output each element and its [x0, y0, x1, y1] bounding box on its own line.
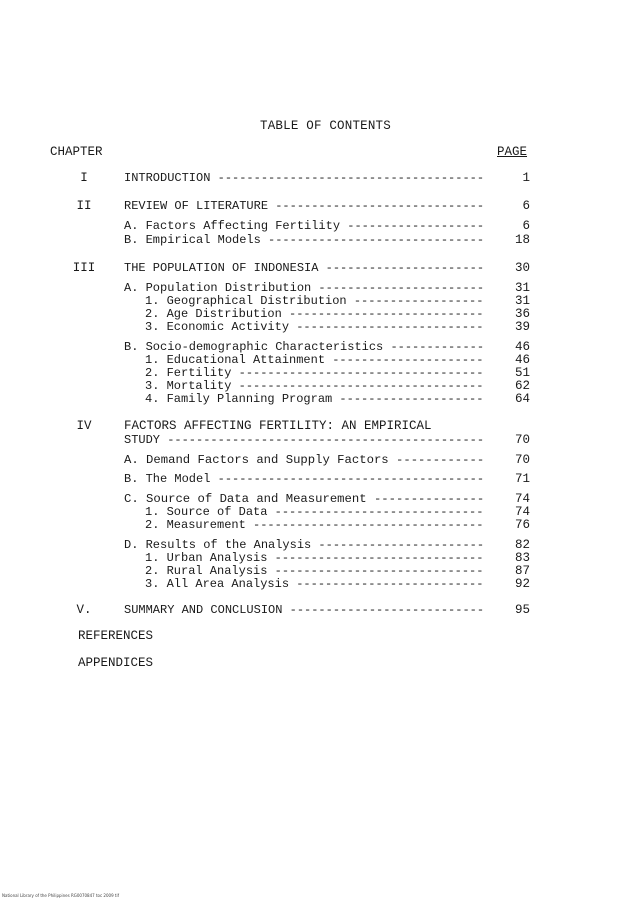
toc-entry-page: 87 [514, 564, 530, 578]
toc-entry [0, 433, 621, 447]
toc-entry-page: 71 [514, 472, 530, 486]
chapter-number: IV [76, 419, 92, 433]
toc-entry-label: 1. Source of Data ----------------------------- [145, 505, 484, 519]
toc-entry [0, 320, 621, 334]
toc-entry-page: 62 [514, 379, 530, 393]
toc-entry [0, 453, 621, 467]
page-title: TABLE OF CONTENTS [260, 119, 391, 133]
toc-entry-label: C. Source of Data and Measurement --------------- [124, 492, 485, 506]
toc-entry [0, 307, 621, 321]
toc-entry [0, 492, 621, 506]
toc-entry-page: 18 [514, 233, 530, 247]
toc-entry-label: 3. Mortality ---------------------------------- [145, 379, 484, 393]
toc-entry-page: 74 [514, 492, 530, 506]
toc-entry-label: SUMMARY AND CONCLUSION --------------------------- [124, 603, 485, 617]
toc-entry-label: D. Results of the Analysis ----------------------- [124, 538, 485, 552]
toc-entry-page: 82 [514, 538, 530, 552]
toc-entry-page: 70 [514, 453, 530, 467]
chapter-number: III [72, 261, 96, 275]
toc-entry [0, 603, 621, 617]
toc-entry-page: 46 [514, 353, 530, 367]
toc-entry-page: 76 [514, 518, 530, 532]
toc-entry-page: 74 [514, 505, 530, 519]
toc-entry-page: 46 [514, 340, 530, 354]
toc-entry-page: 6 [522, 219, 530, 233]
scan-footer-note: National Library of the Philippines RG0070847 toc 2009 tif [2, 893, 119, 898]
toc-entry-label: STUDY -------------------------------------------- [124, 433, 485, 447]
chapter-number: V. [76, 603, 92, 617]
toc-entry-label: 4. Family Planning Program -------------------- [145, 392, 484, 406]
toc-entry-page: 6 [522, 199, 530, 213]
toc-entry-label: B. Socio-demographic Characteristics ------------- [124, 340, 485, 354]
toc-entry-label: 1. Urban Analysis ----------------------------- [145, 551, 484, 565]
toc-entry-page: 92 [514, 577, 530, 591]
toc-entry-page: 1 [522, 171, 530, 185]
toc-entry-page: 51 [514, 366, 530, 380]
toc-entry-label: A. Factors Affecting Fertility ------------------- [124, 219, 485, 233]
toc-entry-page: 64 [514, 392, 530, 406]
toc-entry-label: 3. All Area Analysis -------------------------- [145, 577, 484, 591]
toc-entry [0, 392, 621, 406]
toc-entry-label: 1. Educational Attainment --------------------- [145, 353, 484, 367]
toc-entry [0, 656, 621, 670]
toc-entry-label: 2. Rural Analysis ----------------------------- [145, 564, 484, 578]
toc-entry [0, 219, 621, 233]
toc-entry-label: THE POPULATION OF INDONESIA ---------------------- [124, 261, 485, 275]
toc-entry-label: APPENDICES [78, 656, 154, 670]
toc-entry [0, 379, 621, 393]
toc-entry-label: A. Population Distribution ----------------------- [124, 281, 485, 295]
toc-entry-label: 3. Economic Activity -------------------------- [145, 320, 484, 334]
toc-entry-label: FACTORS AFFECTING FERTILITY: AN EMPIRICAL [124, 419, 432, 433]
toc-entry [0, 551, 621, 565]
toc-entry [0, 233, 621, 247]
toc-entry [0, 366, 621, 380]
toc-entry-page: 36 [514, 307, 530, 321]
chapter-column-header: CHAPTER [50, 145, 103, 159]
toc-entry [0, 518, 621, 532]
toc-entry-page: 30 [514, 261, 530, 275]
toc-entry [0, 340, 621, 354]
toc-entry-label: 2. Fertility ---------------------------------- [145, 366, 484, 380]
toc-entry [0, 261, 621, 275]
toc-entry-label: B. The Model ------------------------------------- [124, 472, 485, 486]
toc-entry-label: 2. Age Distribution --------------------------- [145, 307, 484, 321]
toc-entry [0, 199, 621, 213]
toc-entry [0, 294, 621, 308]
page-column-header: PAGE [497, 145, 528, 159]
toc-entry-label: B. Empirical Models ------------------------------ [124, 233, 485, 247]
toc-entry [0, 629, 621, 643]
toc-entry-page: 83 [514, 551, 530, 565]
toc-entry [0, 564, 621, 578]
toc-entry-label: INTRODUCTION ------------------------------------- [124, 171, 485, 185]
toc-entry [0, 419, 621, 433]
toc-entry [0, 505, 621, 519]
toc-entry [0, 281, 621, 295]
toc-entry [0, 171, 621, 185]
toc-entry [0, 577, 621, 591]
toc-entry-label: REFERENCES [78, 629, 154, 643]
toc-entry-page: 31 [514, 281, 530, 295]
toc-entry [0, 353, 621, 367]
toc-entry [0, 472, 621, 486]
chapter-number: I [80, 171, 88, 185]
toc-entry-label: 1. Geographical Distribution ------------------ [145, 294, 484, 308]
toc-entry-label: REVIEW OF LITERATURE ----------------------------- [124, 199, 485, 213]
toc-entry-page: 95 [514, 603, 530, 617]
toc-entry-label: 2. Measurement -------------------------------- [145, 518, 484, 532]
toc-entry-page: 39 [514, 320, 530, 334]
toc-entry-page: 70 [514, 433, 530, 447]
toc-entry-page: 31 [514, 294, 530, 308]
chapter-number: II [76, 199, 92, 213]
toc-entry [0, 538, 621, 552]
toc-entry-label: A. Demand Factors and Supply Factors ------------ [124, 453, 485, 467]
